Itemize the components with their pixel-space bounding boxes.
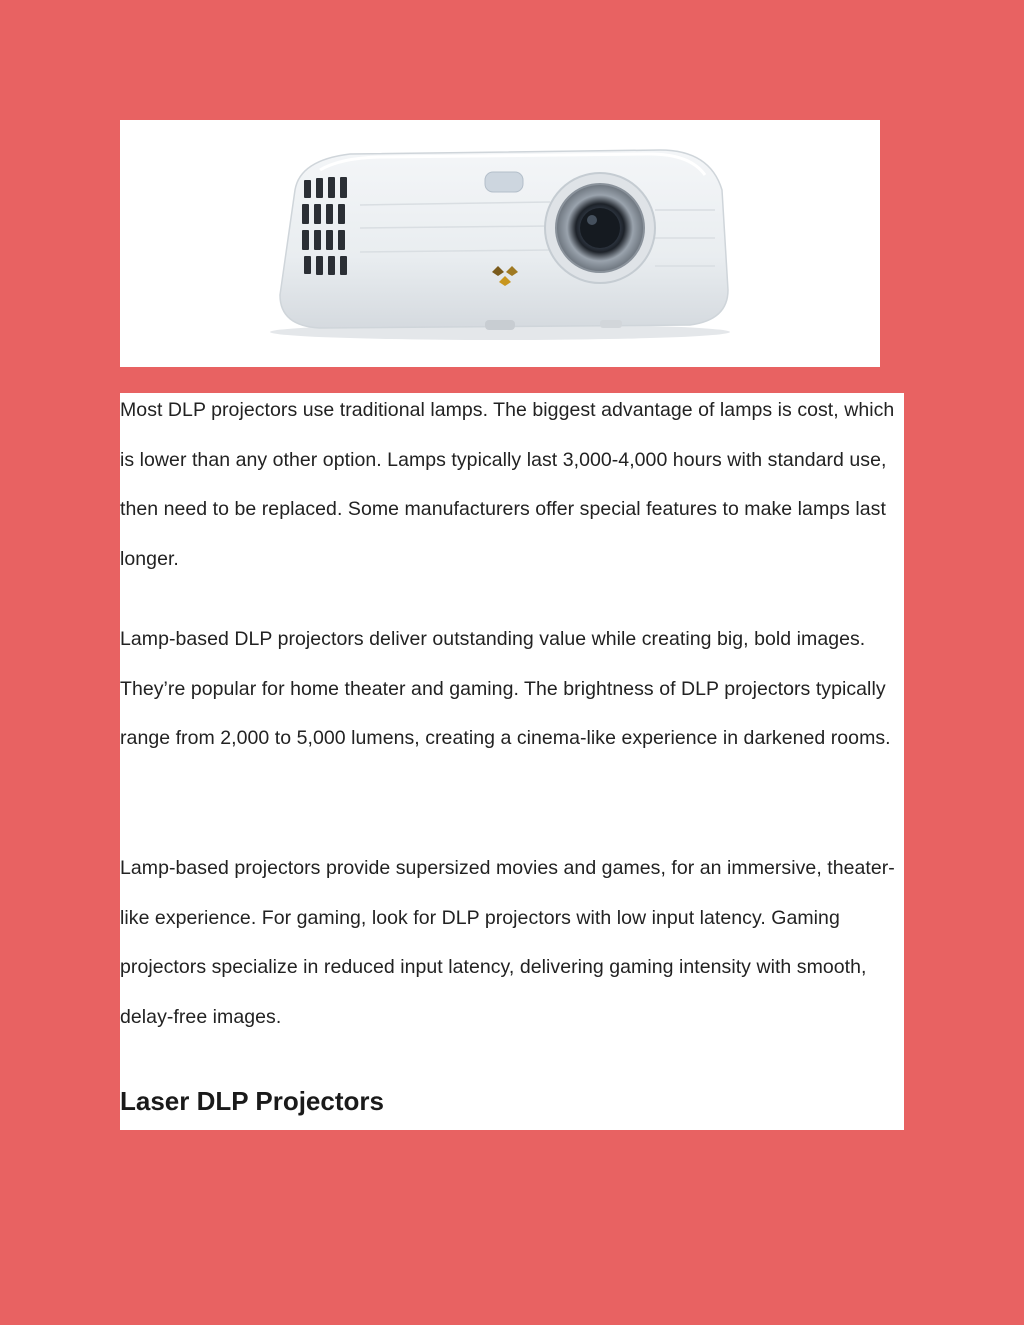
paragraph-lamp-gaming: Lamp-based projectors provide supersized movies and games, for an immersive, theater-like experience. For gaming, look for DLP projectors with low input latency. Gaming projectors specialize in reduced input latency, delivering gaming intensity with smooth, delay-free images.: [120, 857, 895, 1028]
paragraph-lamp-value: Lamp-based DLP projectors deliver outstanding value while creating big, bold images. They’re popular for home theater and gaming. The brightness of DLP projectors typically range from 2,000 to 5,000 lumens, creating a cinema-like experience in darkened rooms.: [120, 628, 891, 749]
paragraph-lamp-cost: Most DLP projectors use traditional lamps. The biggest advantage of lamps is cost, which is lower than any other option. Lamps typically last 3,000-4,000 hours with standard use, then need to be replaced. Some manufacturers offer special features to make lamps last longer.: [120, 399, 895, 570]
section-heading-laser: Laser DLP Projectors: [120, 1086, 384, 1116]
projector-image: [120, 120, 880, 367]
projector-image-panel: [120, 120, 880, 367]
article-text-panel: [120, 393, 904, 1130]
